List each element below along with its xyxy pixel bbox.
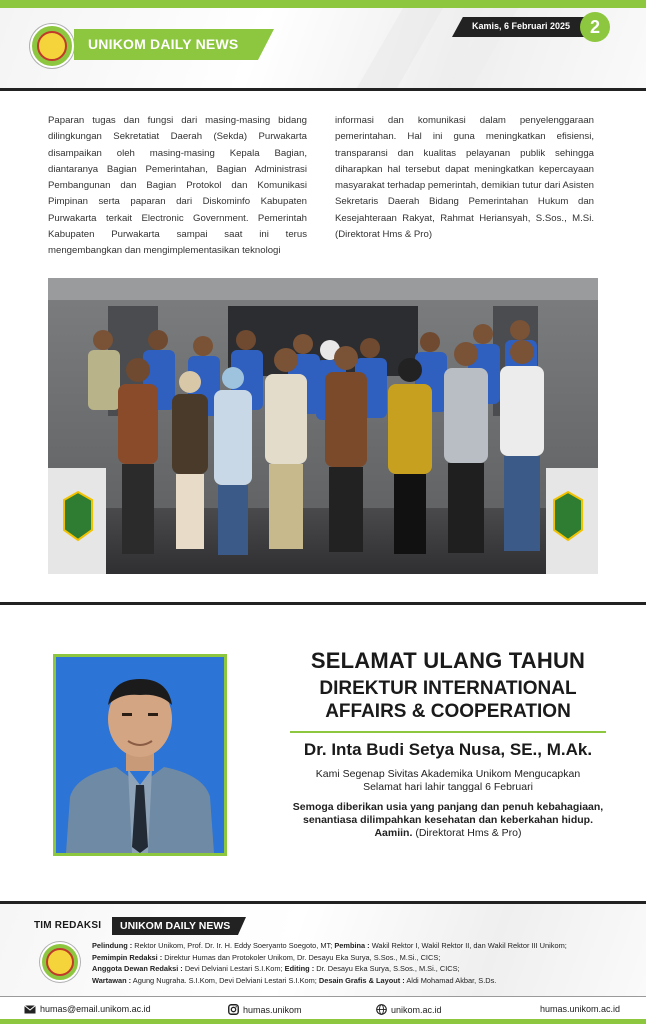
credit-line: Pemimpin Redaksi : Direktur Humas dan Protokoler Unikom, Dr. Desayu Eka Surya, S.Sos., M.Si., CICS; [92,952,441,962]
email-text: humas@email.unikom.ac.id [40,1004,151,1014]
footer-web[interactable] [376,1004,442,1015]
page-number: 2 [580,12,610,42]
article-column-1: Paparan tugas dan fungsi dari masing-masing bidang dilingkungan Sekretatiat Daerah (Sekda) Purwakarta disampaikan oleh masing-masing Kepala Bagian, diantaranya Bagian Pemerintahan, Bagian Administrasi Pembangunan dan Bagian Protokol dan Komunikasi Pimpinan serta paparan dari Diskominfo Kabupaten Purwakarta terkait Electronic Government. Pemerintah Kabupaten Purwakarta sampai saat ini terus mengembangkan dan mengimplementasikan teknologi [48,115,307,257]
message-line-2: Selamat hari lahir tanggal 6 Februari [363,781,533,793]
message-line-1: Kami Segenap Sivitas Akademika Unikom Mengucapkan [315,768,581,780]
issue-date: Kamis, 6 Februari 2025 [472,21,571,31]
credit-line: Anggota Dewan Redaksi : Devi Delviani Lestari S.I.Kom; Editing : Dr. Desayu Eka Surya, S.Sos., M.Si., CICS; [92,964,460,973]
redaksi-label: TIM REDAKSI [34,920,102,931]
birthday-position [290,677,606,723]
bottom-accent-bar [0,1019,646,1024]
birthday-divider [290,731,606,733]
birthday-title: SELAMAT ULANG TAHUN [310,648,586,673]
position-line-2: AFFAIRS & COOPERATION [325,701,571,722]
credit-line: Wartawan : Agung Nugraha. S.I.Kom, Devi Delviani Lestari S.I.Kom; Desain Grafis & Layout : Aldi Mohamad Akbar, S.Ds. [92,975,497,985]
footer-site[interactable] [540,1004,620,1014]
site-text: humas.unikom.ac.id [540,1004,621,1014]
top-accent-bar [0,0,646,8]
wish-line-2: senantiasa dilimpahkan kesehatan dan keberkahan hidup. [302,814,593,826]
wish-credit: (Direktorat Hms & Pro) [412,827,522,839]
wish-line-1: Semoga diberikan usia yang panjang dan penuh kebahagiaan, [292,801,604,813]
unikom-logo [40,942,80,982]
header-divider [0,88,646,91]
birthday-name: Dr. Inta Budi Setya Nusa, SE., M.Ak. [303,740,593,759]
globe-icon [376,1004,387,1015]
footer-email[interactable] [24,1004,151,1014]
credit-line: Pelindung : Rektor Unikom, Prof. Dr. Ir. H. Eddy Soeryanto Soegoto, MT; Pembina : Wakil Rektor I, Wakil Rektor II, dan Wakil Rektor III Unikom; [92,941,567,950]
instagram-text: humas.unikom [243,1004,302,1015]
article-column-2: informasi dan komunikasi dalam penyelenggaraan pemerintahan. Hal ini guna meningkatkan efisiensi, transparansi dan kualitas pelayanan publik sehingga diharapkan hal tersebut dapat meningkatkan kepercayaan masyarakat terhadap pemerintah, demikian tutur dari Asisten Sekretaris Daerah Bidang Pemerintahan Hukum dan Kesejahteraan Rakyat, Rahmat Heriansyah, S.Sos., M.Si. (Direktorat Hms & Pro) [335,115,594,241]
mail-icon [24,1005,36,1014]
redaksi-credits [92,940,632,986]
unikom-logo [30,24,74,68]
redaksi-brand: UNIKOM DAILY NEWS [120,920,231,932]
instagram-icon [228,1004,239,1015]
wish-amen: Aamiin. [374,827,413,839]
birthday-message [290,768,606,794]
birthday-wish [270,801,626,840]
section-divider [0,602,646,605]
footer-divider [0,996,646,997]
position-line-1: DIREKTUR INTERNATIONAL [319,678,577,699]
director-portrait [53,654,227,856]
group-photo [48,278,598,574]
brand-title: UNIKOM DAILY NEWS [88,36,239,52]
wish-line-3 [270,827,626,840]
web-text: unikom.ac.id [391,1004,442,1015]
footer-instagram[interactable] [228,1004,302,1015]
